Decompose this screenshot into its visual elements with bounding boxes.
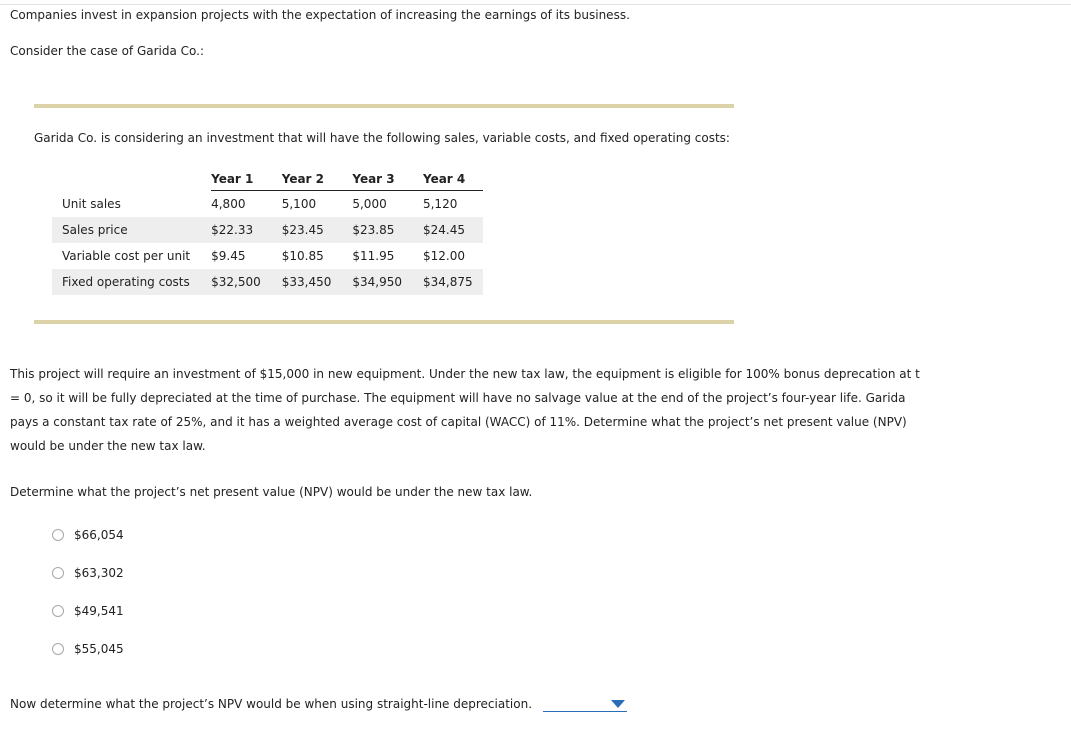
radio-icon[interactable] — [52, 643, 64, 655]
option-3[interactable] — [52, 603, 124, 619]
intro-text: Companies invest in expansion projects with the expectation of increasing the earnings of its business. — [10, 8, 630, 22]
header-year-1: Year 1 — [211, 168, 282, 191]
table-cell: $34,875 — [423, 269, 483, 295]
table-cell: 5,120 — [422, 197, 458, 211]
option-2[interactable] — [52, 565, 124, 581]
option-1[interactable] — [52, 527, 124, 543]
npv-dropdown[interactable] — [543, 695, 627, 712]
table-cell: $10.85 — [281, 249, 324, 263]
row-label: Fixed operating costs — [52, 269, 211, 295]
top-divider — [0, 4, 1071, 5]
panel-bottom-rule — [34, 320, 734, 324]
table-cell: 5,100 — [281, 197, 317, 211]
followup-question: Now determine what the project’s NPV would be when using straight-line depreciation. — [10, 697, 533, 711]
table-row — [52, 217, 483, 243]
option-4[interactable] — [52, 641, 124, 657]
table-row — [52, 269, 483, 295]
header-year-2: Year 2 — [282, 168, 353, 191]
option-label[interactable]: $55,045 — [74, 642, 124, 656]
option-label[interactable]: $63,302 — [74, 566, 124, 580]
table-cell: $23.85 — [352, 217, 423, 243]
table-cell: $23.45 — [282, 217, 353, 243]
table-cell: 5,000 — [352, 197, 387, 211]
radio-icon[interactable] — [52, 529, 64, 541]
radio-icon[interactable] — [52, 605, 64, 617]
table-cell: $12.00 — [422, 249, 465, 263]
header-year-4: Year 4 — [423, 168, 483, 191]
table-cell: $11.95 — [352, 249, 395, 263]
problem-paragraph: This project will require an investment of $15,000 in new equipment. Under the new tax law, the equipment is eligible for 100% bonus deprecation at t = 0, so it will be fully depreciated at the time of purchase. The equipment will have no salvage value at the end of the project’s four-year life. Garida pays a constant tax rate of 25%, and it has a weighted average cost of capital (WACC) of 11%. Determine what the project’s net present value (NPV) would be under the new tax law. — [10, 367, 920, 453]
table-cell: $9.45 — [211, 249, 246, 263]
option-label[interactable]: $49,541 — [74, 604, 124, 618]
table-cell: $32,500 — [211, 269, 282, 295]
row-label: Sales price — [52, 217, 211, 243]
row-label: Unit sales — [62, 196, 121, 211]
table-cell: $34,950 — [352, 269, 423, 295]
row-label: Variable cost per unit — [62, 249, 191, 263]
table-cell: $24.45 — [423, 217, 483, 243]
table-row — [52, 191, 483, 218]
panel-top-rule — [34, 104, 734, 108]
case-line: Consider the case of Garida Co.: — [10, 44, 205, 58]
table-cell: 4,800 — [211, 197, 246, 211]
question-text: Determine what the project’s net present value (NPV) would be under the new tax law. — [10, 485, 533, 499]
cost-table — [52, 168, 483, 295]
header-blank — [52, 168, 211, 191]
option-label[interactable]: $66,054 — [74, 528, 124, 542]
table-cell: $33,450 — [282, 269, 353, 295]
header-year-3: Year 3 — [352, 168, 423, 191]
radio-icon[interactable] — [52, 567, 64, 579]
table-cell: $22.33 — [211, 217, 282, 243]
table-intro: Garida Co. is considering an investment that will have the following sales, variable costs, and fixed operating costs: — [34, 131, 730, 145]
table-header-row — [52, 168, 483, 191]
table-row — [52, 243, 483, 269]
caret-down-icon[interactable] — [611, 700, 625, 708]
